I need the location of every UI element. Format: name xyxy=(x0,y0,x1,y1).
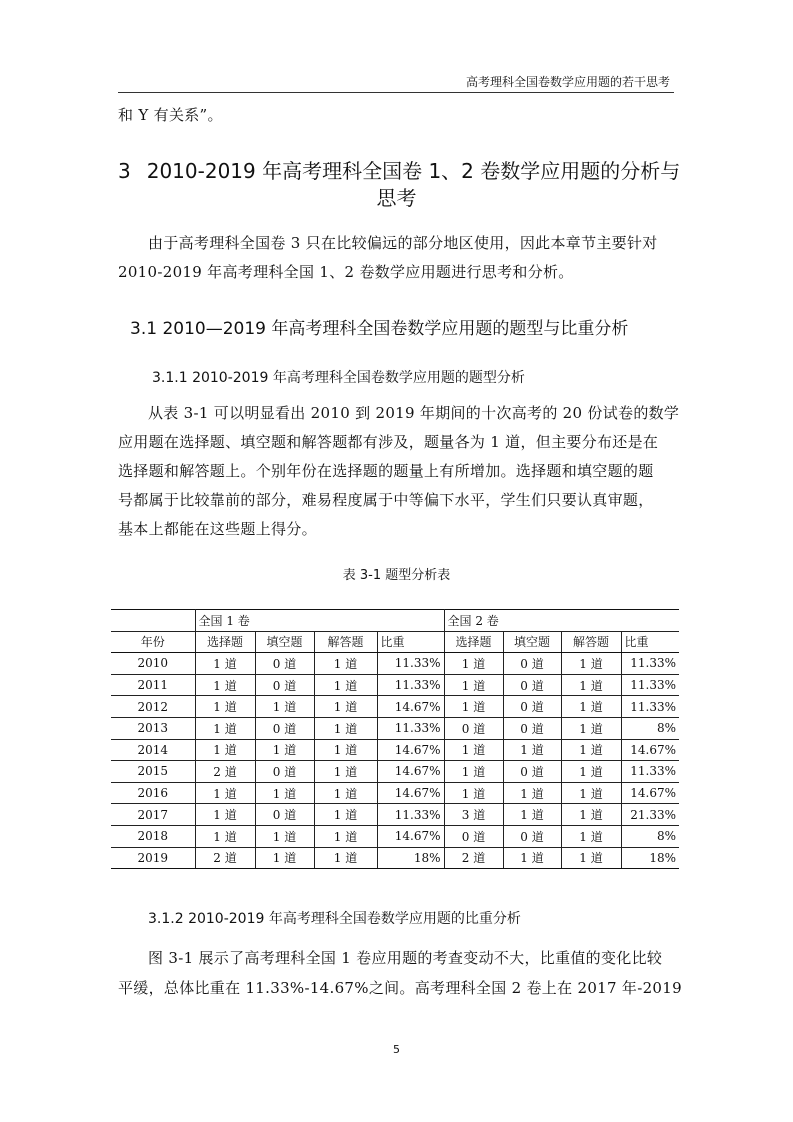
table-group-header-row xyxy=(111,610,679,632)
table-row xyxy=(111,761,679,783)
table-caption: 表 3-1 题型分析表 xyxy=(342,568,451,583)
table-cell: 1 道 xyxy=(561,674,621,696)
carry-over-text: 和 Y 有关系”。 xyxy=(118,106,223,124)
table-cell: 1 道 xyxy=(195,825,255,847)
section-3-title-line2: 思考 xyxy=(376,186,417,210)
column-header: 填空题 xyxy=(503,631,561,653)
paragraph-line: 基本上都能在这些题上得分。 xyxy=(118,520,317,538)
table-cell: 1 道 xyxy=(314,739,377,761)
paragraph-line: 图 3-1 展示了高考理科全国 1 卷应用题的考查变动不大，比重值的变化比较 xyxy=(148,949,663,967)
table-cell: 1 道 xyxy=(444,761,503,783)
page-number: 5 xyxy=(393,1043,400,1056)
table-cell: 1 道 xyxy=(503,782,561,804)
group-header-paper1: 全国 1 卷 xyxy=(195,610,444,632)
section-3-1-1-heading: 3.1.1 2010-2019 年高考理科全国卷数学应用题的题型分析 xyxy=(152,370,525,386)
running-header xyxy=(118,70,674,93)
table-cell: 14.67% xyxy=(621,782,679,804)
section-3-number: 3 xyxy=(118,159,131,183)
table-cell: 8% xyxy=(621,717,679,739)
table-cell: 8% xyxy=(621,825,679,847)
group-header-paper2: 全国 2 卷 xyxy=(444,610,679,632)
table-cell: 1 道 xyxy=(561,804,621,826)
column-header: 解答题 xyxy=(314,631,377,653)
table-cell: 0 道 xyxy=(503,761,561,783)
table-cell: 0 道 xyxy=(255,761,314,783)
table-cell: 0 道 xyxy=(255,674,314,696)
paragraph-line: 应用题在选择题、填空题和解答题都有涉及，题量各为 1 道，但主要分布还是在 xyxy=(118,433,659,451)
paragraph-line: 平缓，总体比重在 11.33%-14.67%之间。高考理科全国 2 卷上在 2017 年-2019 xyxy=(118,979,682,997)
table-cell: 1 道 xyxy=(255,696,314,718)
table-column-header-row xyxy=(111,631,679,653)
question-type-table xyxy=(111,609,679,869)
table-cell: 14.67% xyxy=(377,825,444,847)
table-row xyxy=(111,825,679,847)
table-row xyxy=(111,696,679,718)
table-cell: 0 道 xyxy=(503,674,561,696)
year-cell: 2010 xyxy=(111,653,195,675)
table-cell: 1 道 xyxy=(503,804,561,826)
column-header: 比重 xyxy=(621,631,679,653)
table-cell: 1 道 xyxy=(255,739,314,761)
table-cell: 0 道 xyxy=(255,717,314,739)
section-3-heading xyxy=(118,155,680,184)
table-cell: 18% xyxy=(377,847,444,869)
table-cell: 1 道 xyxy=(561,653,621,675)
table-row xyxy=(111,653,679,675)
table-cell: 1 道 xyxy=(561,696,621,718)
table-cell: 1 道 xyxy=(255,825,314,847)
table-row xyxy=(111,782,679,804)
table-cell: 11.33% xyxy=(377,717,444,739)
table-cell: 14.67% xyxy=(377,782,444,804)
table-cell: 1 道 xyxy=(561,761,621,783)
table-cell: 1 道 xyxy=(314,825,377,847)
table-cell: 1 道 xyxy=(444,653,503,675)
year-cell: 2019 xyxy=(111,847,195,869)
table-cell: 0 道 xyxy=(444,825,503,847)
section-3-title-line1: 2010-2019 年高考理科全国卷 1、2 卷数学应用题的分析与 xyxy=(146,159,681,183)
section-3-para-line2: 2010-2019 年高考理科全国 1、2 卷数学应用题进行思考和分析。 xyxy=(118,263,574,281)
table-row xyxy=(111,739,679,761)
table-cell: 11.33% xyxy=(621,696,679,718)
running-title: 高考理科全国卷数学应用题的若干思考 xyxy=(465,75,670,89)
paragraph-line: 号都属于比较靠前的部分，难易程度属于中等偏下水平，学生们只要认真审题， xyxy=(118,491,654,509)
table-cell: 1 道 xyxy=(561,847,621,869)
table-cell: 1 道 xyxy=(195,782,255,804)
table-cell: 1 道 xyxy=(195,653,255,675)
paragraph-line: 从表 3-1 可以明显看出 2010 到 2019 年期间的十次高考的 20 份试卷的数学 xyxy=(148,404,680,422)
section-3-1-heading: 3.1 2010—2019 年高考理科全国卷数学应用题的题型与比重分析 xyxy=(130,319,629,339)
column-header: 解答题 xyxy=(561,631,621,653)
table-cell: 1 道 xyxy=(255,847,314,869)
column-header: 选择题 xyxy=(444,631,503,653)
table-cell: 2 道 xyxy=(195,761,255,783)
year-cell: 2014 xyxy=(111,739,195,761)
table-cell: 0 道 xyxy=(503,825,561,847)
table-cell: 2 道 xyxy=(444,847,503,869)
table-cell: 18% xyxy=(621,847,679,869)
table-cell: 1 道 xyxy=(195,804,255,826)
table-cell: 11.33% xyxy=(377,653,444,675)
table-cell: 0 道 xyxy=(255,804,314,826)
table-cell: 1 道 xyxy=(314,804,377,826)
table-cell: 1 道 xyxy=(561,825,621,847)
table-cell: 1 道 xyxy=(561,739,621,761)
table-cell: 14.67% xyxy=(377,761,444,783)
year-cell: 2016 xyxy=(111,782,195,804)
year-cell: 2012 xyxy=(111,696,195,718)
table-cell: 14.67% xyxy=(377,739,444,761)
table-cell: 0 道 xyxy=(503,653,561,675)
table-cell: 1 道 xyxy=(314,717,377,739)
section-3-1-2-heading: 3.1.2 2010-2019 年高考理科全国卷数学应用题的比重分析 xyxy=(148,911,521,927)
year-cell: 2015 xyxy=(111,761,195,783)
table-cell: 1 道 xyxy=(195,696,255,718)
column-header: 填空题 xyxy=(255,631,314,653)
table-cell: 1 道 xyxy=(195,739,255,761)
table-cell: 0 道 xyxy=(503,717,561,739)
column-header: 年份 xyxy=(111,631,195,653)
table-cell: 3 道 xyxy=(444,804,503,826)
table-cell: 1 道 xyxy=(314,761,377,783)
year-cell: 2017 xyxy=(111,804,195,826)
table-cell: 11.33% xyxy=(621,674,679,696)
column-header: 比重 xyxy=(377,631,444,653)
table-cell: 0 道 xyxy=(255,653,314,675)
year-cell: 2018 xyxy=(111,825,195,847)
table-cell: 14.67% xyxy=(377,696,444,718)
table-cell: 2 道 xyxy=(195,847,255,869)
table-cell: 1 道 xyxy=(503,739,561,761)
table-cell: 1 道 xyxy=(561,782,621,804)
table-cell: 1 道 xyxy=(561,717,621,739)
table-cell: 1 道 xyxy=(314,847,377,869)
table-cell: 1 道 xyxy=(444,739,503,761)
table-cell: 1 道 xyxy=(444,674,503,696)
table-cell: 1 道 xyxy=(195,717,255,739)
table-row xyxy=(111,804,679,826)
table-cell: 1 道 xyxy=(503,847,561,869)
table-cell: 1 道 xyxy=(255,782,314,804)
table-row xyxy=(111,674,679,696)
table-cell: 1 道 xyxy=(314,674,377,696)
paragraph-line: 选择题和解答题上。个别年份在选择题的题量上有所增加。选择题和填空题的题 xyxy=(118,462,654,480)
table-cell: 0 道 xyxy=(503,696,561,718)
table-cell: 11.33% xyxy=(621,653,679,675)
table-cell: 14.67% xyxy=(621,739,679,761)
table-body xyxy=(111,653,679,869)
table-cell: 21.33% xyxy=(621,804,679,826)
year-cell: 2011 xyxy=(111,674,195,696)
table-row xyxy=(111,847,679,869)
table-cell: 1 道 xyxy=(444,696,503,718)
column-header: 选择题 xyxy=(195,631,255,653)
table-row xyxy=(111,717,679,739)
table-corner-cell xyxy=(111,610,195,632)
table-cell: 1 道 xyxy=(314,782,377,804)
table-cell: 1 道 xyxy=(195,674,255,696)
table-cell: 1 道 xyxy=(314,696,377,718)
table-cell: 11.33% xyxy=(621,761,679,783)
table-cell: 11.33% xyxy=(377,674,444,696)
section-3-para-line1: 由于高考理科全国卷 3 只在比较偏远的部分地区使用，因此本章节主要针对 xyxy=(148,234,658,252)
table-cell: 0 道 xyxy=(444,717,503,739)
table-cell: 1 道 xyxy=(444,782,503,804)
table-cell: 11.33% xyxy=(377,804,444,826)
year-cell: 2013 xyxy=(111,717,195,739)
table-cell: 1 道 xyxy=(314,653,377,675)
